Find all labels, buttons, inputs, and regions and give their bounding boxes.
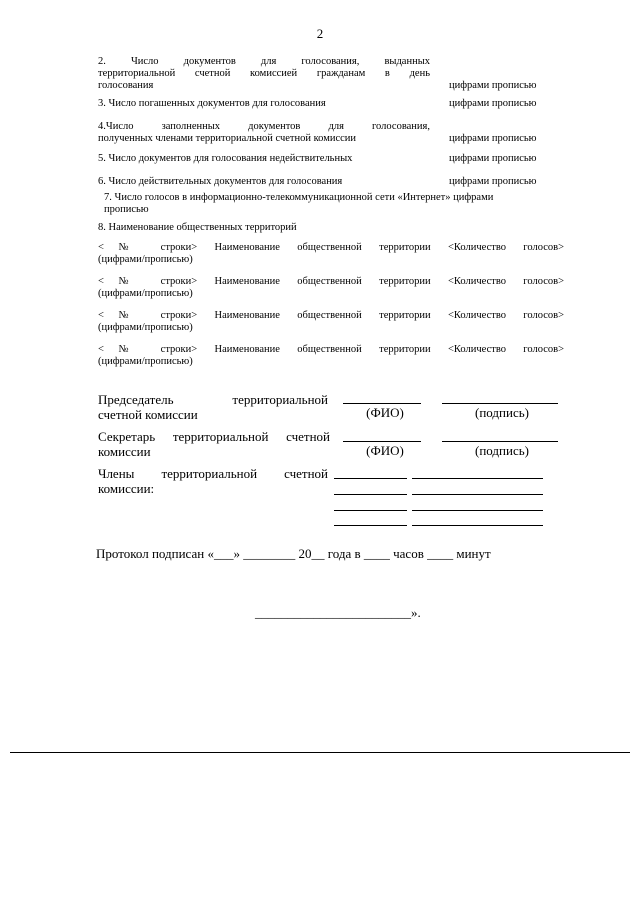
secretary-signature-caption: (подпись) (475, 443, 529, 458)
member-signature-line (412, 478, 543, 479)
item-2-line2: территориальной счетной комиссией гражданам в день (98, 68, 430, 79)
secretary-fio-line (343, 441, 421, 442)
member-signature-line (412, 494, 543, 495)
secretary-label (98, 429, 330, 459)
item-8-heading: 8. Наименование общественных территорий (98, 222, 297, 233)
item-7-line1: 7. Число голосов в информационно-телекоммуникационной сети «Интернет» цифрами (104, 192, 494, 203)
territory-row-line1: <№ строки> Наименование общественной территории <Количество голосов> (98, 242, 564, 253)
territory-row-line2: (цифрами/прописью) (98, 288, 193, 299)
item-7 (104, 192, 574, 216)
item-2-line1: 2. Число документов для голосования, выданных (98, 56, 430, 67)
member-signature-line (412, 525, 543, 526)
territory-row (98, 276, 564, 300)
secretary-fio-caption: (ФИО) (366, 443, 404, 458)
territory-row-line1: <№ строки> Наименование общественной территории <Количество голосов> (98, 310, 564, 321)
chairman-label-line2: счетной комиссии (98, 407, 198, 422)
bottom-divider (10, 752, 630, 753)
territory-row (98, 242, 564, 266)
item-4 (98, 121, 430, 145)
item-3-value-hint: цифрами прописью (449, 98, 537, 109)
chairman-fio-line (343, 403, 421, 404)
member-fio-line (334, 525, 407, 526)
item-5: 5. Число документов для голосования недействительных (98, 153, 353, 164)
item-3: 3. Число погашенных документов для голосования (98, 98, 326, 109)
item-2 (98, 56, 430, 92)
protocol-signed-line: Протокол подписан «___» ________ 20__ года в ____ часов ____ минут (96, 546, 491, 561)
member-fio-line (334, 478, 407, 479)
chairman-signature-caption: (подпись) (475, 405, 529, 420)
secretary-label-line2: комиссии (98, 444, 151, 459)
chairman-label-line1: Председатель территориальной (98, 392, 328, 407)
item-4-line1: 4.Число заполненных документов для голосования, (98, 121, 430, 132)
item-6: 6. Число действительных документов для голосования (98, 176, 343, 187)
territory-row (98, 310, 564, 334)
members-label-line1: Члены территориальной счетной (98, 466, 328, 481)
member-signature-line (412, 510, 543, 511)
item-4-value-hint: цифрами прописью (449, 133, 537, 144)
chairman-fio-caption: (ФИО) (366, 405, 404, 420)
territory-row-line2: (цифрами/прописью) (98, 322, 193, 333)
item-7-line2: прописью (104, 204, 149, 215)
chairman-signature-line (442, 403, 558, 404)
territory-row-line1: <№ строки> Наименование общественной территории <Количество голосов> (98, 344, 564, 355)
item-4-line2: полученных членами территориальной счетной комиссии (98, 133, 357, 144)
secretary-label-line1: Секретарь территориальной счетной (98, 429, 330, 444)
member-fio-line (334, 510, 407, 511)
item-2-value-hint: цифрами прописью (449, 80, 537, 91)
chairman-label (98, 392, 328, 422)
territory-row-line2: (цифрами/прописью) (98, 254, 193, 265)
closing-line: ________________________». (255, 605, 421, 620)
item-2-line3: голосования (98, 80, 154, 91)
members-label-line2: комиссии: (98, 481, 155, 496)
page-number: 2 (316, 26, 324, 41)
item-5-value-hint: цифрами прописью (449, 153, 537, 164)
territory-row-line1: <№ строки> Наименование общественной территории <Количество голосов> (98, 276, 564, 287)
territory-row-line2: (цифрами/прописью) (98, 356, 193, 367)
secretary-signature-line (442, 441, 558, 442)
member-fio-line (334, 494, 407, 495)
item-6-value-hint: цифрами прописью (449, 176, 537, 187)
members-label (98, 466, 328, 496)
territory-row (98, 344, 564, 368)
